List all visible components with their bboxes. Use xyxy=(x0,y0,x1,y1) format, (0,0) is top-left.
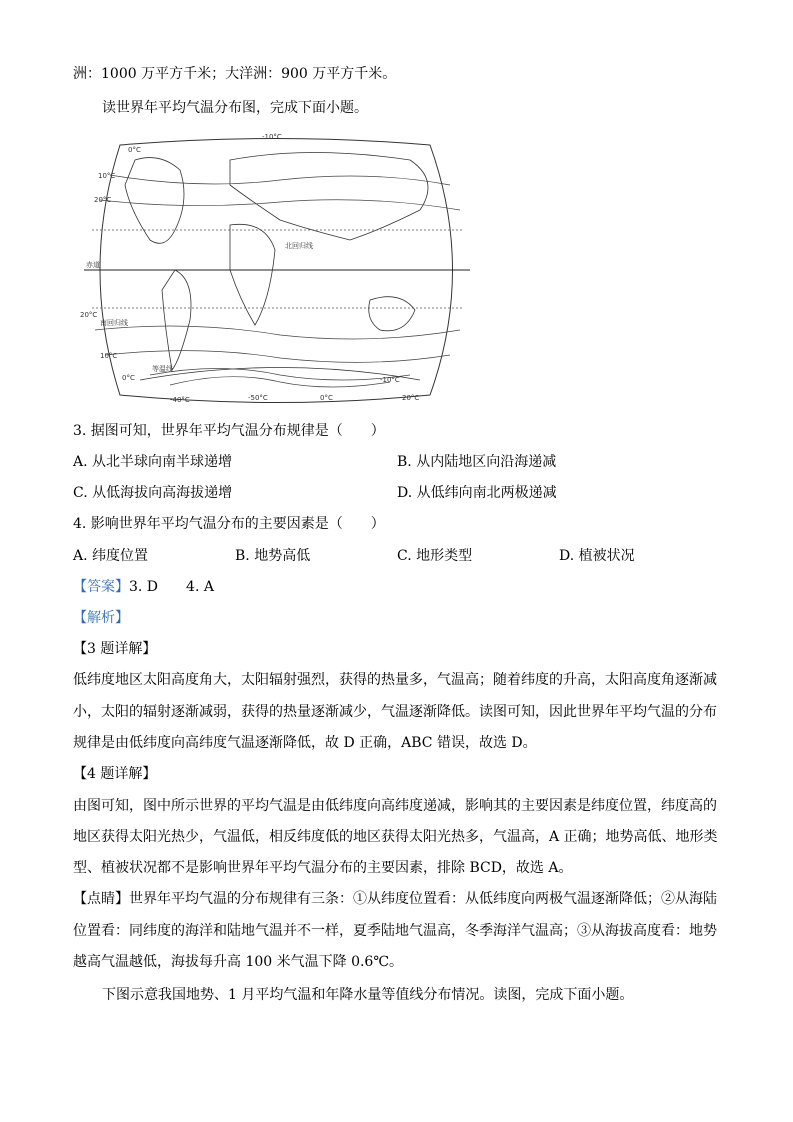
map-label: -40°C xyxy=(170,396,190,404)
map-label: 20°C xyxy=(402,394,420,402)
q4-stem: 4. 影响世界年平均气温分布的主要因素是（ ） xyxy=(73,516,385,532)
map-label: 0°C xyxy=(122,374,135,382)
map-label: 南回归线 xyxy=(100,319,128,327)
map-label: 20°C xyxy=(94,196,112,204)
detail-4-line: 型、植被状况都不是影响世界年平均气温分布的主要因素，排除 BCD，故选 A。 xyxy=(73,860,573,876)
q3-option-c[interactable]: C. 从低海拔向高海拔递增 xyxy=(73,485,233,501)
answer-line xyxy=(73,577,214,597)
north-america-shape xyxy=(125,158,184,244)
map-label: 等温线 xyxy=(152,365,173,373)
tip-line: 越高气温越低，海拔每升高 100 米气温下降 0.6℃。 xyxy=(73,954,403,970)
tip-line: 【点睛】世界年平均气温的分布规律有三条：①从纬度位置看：从低纬度向两极气温逐渐降低；②从海陆 xyxy=(73,891,717,907)
europe-asia-shape xyxy=(230,153,428,241)
map-label: 10°C xyxy=(98,172,116,180)
map-label: -50°C xyxy=(248,394,268,402)
q4-option-d[interactable]: D. 植被状况 xyxy=(559,548,635,564)
detail-4-line: 由图可知，图中所示世界的平均气温是由低纬度向高纬度递减，影响其的主要因素是纬度位置，纬度高的 xyxy=(73,798,717,814)
detail-3-line: 低纬度地区太阳高度角大，太阳辐射强烈，获得的热量多，气温高；随着纬度的升高，太阳高度角逐渐减 xyxy=(73,672,717,688)
map-instruction: 读世界年平均气温分布图，完成下面小题。 xyxy=(102,100,368,116)
map-label: 北回归线 xyxy=(285,242,313,250)
isotherm-line xyxy=(150,369,410,381)
tip-line: 位置看：同纬度的海洋和陆地气温并不一样，夏季陆地气温高，冬季海洋气温高；③从海拔高度看：地势 xyxy=(73,923,717,939)
q4-option-b[interactable]: B. 地势高低 xyxy=(235,548,311,564)
africa-shape xyxy=(230,224,275,325)
detail-4-title: 【4 题详解】 xyxy=(73,766,157,782)
world-temperature-map xyxy=(80,130,474,408)
south-america-shape xyxy=(162,270,191,370)
detail-4-line: 地区获得太阳光热少，气温低，相反纬度低的地区获得太阳光热多，气温高，A 正确；地势高低、地形类 xyxy=(73,829,718,845)
antarctica-shape xyxy=(140,368,420,381)
isotherm-line xyxy=(110,175,450,185)
map-label: 赤道 xyxy=(86,261,100,269)
detail-3-title: 【3 题详解】 xyxy=(73,641,157,657)
map-label: 20°C xyxy=(80,311,98,319)
answer-label: 【答案】 xyxy=(73,579,129,595)
q3-stem: 3. 据图可知，世界年平均气温分布规律是（ ） xyxy=(73,423,385,439)
intro-line: 洲：1000 万平方千米；大洋洲：900 万平方千米。 xyxy=(73,66,397,82)
q3-option-d[interactable]: D. 从低纬向南北两极递减 xyxy=(397,485,557,501)
isotherm-line xyxy=(100,200,460,210)
q3-option-b[interactable]: B. 从内陆地区向沿海递减 xyxy=(397,454,557,470)
q4-option-a[interactable]: A. 纬度位置 xyxy=(73,548,149,564)
q4-option-c[interactable]: C. 地形类型 xyxy=(397,548,473,564)
isotherm-line xyxy=(95,326,460,339)
q3-option-a[interactable]: A. 从北半球向南半球递增 xyxy=(73,454,233,470)
detail-3-line: 规律是由低纬度向高纬度气温逐渐降低，故 D 正确，ABC 错误，故选 D。 xyxy=(73,735,537,751)
analysis-label: 【解析】 xyxy=(73,610,129,626)
answer-text: 3. D 4. A xyxy=(129,579,214,595)
map-label: -10°C xyxy=(380,376,400,384)
next-instruction: 下图示意我国地势、1 月平均气温和年降水量等值线分布情况。读图，完成下面小题。 xyxy=(102,987,634,1003)
map-label: 0°C xyxy=(128,146,141,154)
map-label: -10°C xyxy=(262,133,282,141)
isotherm-line xyxy=(105,351,450,363)
map-label: 10°C xyxy=(100,352,118,360)
detail-3-line: 小，太阳的辐射逐渐减弱，获得的热量逐渐减少，气温逐渐降低。读图可知，因此世界年平均气温的分布 xyxy=(73,704,717,720)
australia-shape xyxy=(369,297,415,331)
isotherm-line xyxy=(170,377,390,387)
map-label: 0°C xyxy=(320,394,333,402)
